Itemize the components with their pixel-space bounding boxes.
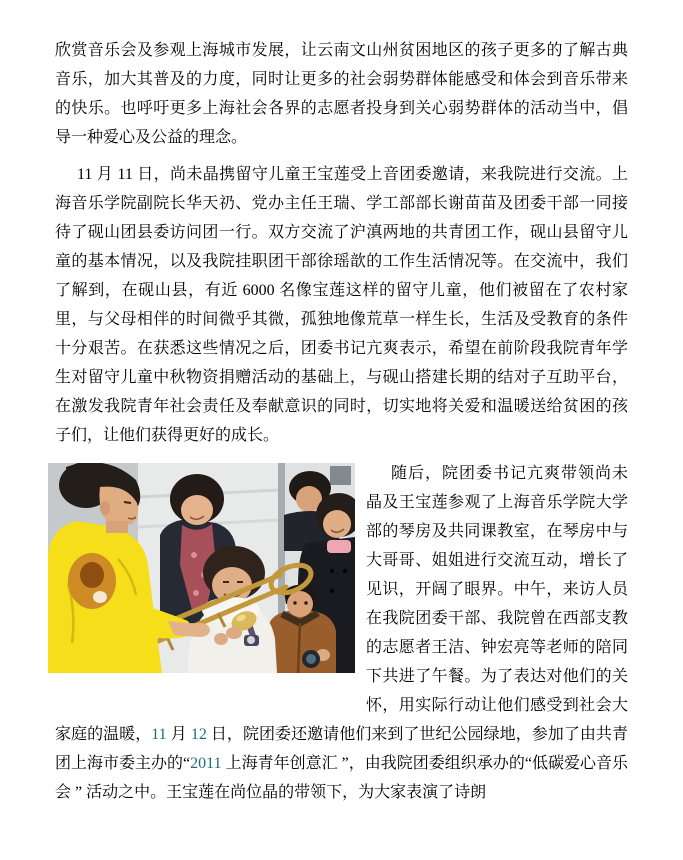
accent-text-segment: 2011 [190,755,222,772]
article-photo [48,463,355,673]
text-segment: 随后，院团委书记亢爽带领尚未晶及王宝莲参观了上海音乐学院大学部的琴房及共同课教室，在琴房中与大哥哥、姐姐进行交流互动，增长了见识，开阔了眼界。中午，来访人员在我院团委干部、我院曾在西部支教的志愿者王洁、钟宏亮等老师的陪同下共进了午餐。为了表达对他们的关怀，用实际行动让他们感受到社会大家庭的温暖， [55,465,628,743]
accent-text-segment: 11 [151,726,167,743]
text-segment: 月 [166,726,191,743]
text-segment: 上海青年创意汇 ”，由我院团委组织承办的“低碳爱心音乐会 ” 活动之中。王宝莲在尚位晶的带领下，为大家表演了诗朗 [55,755,628,801]
accent-text-segment: 12 [190,726,207,743]
paragraph-1: 欣赏音乐会及参观上海城市发展，让云南文山州贫困地区的孩子更多的了解古典音乐，加大其普及的力度，同时让更多的社会弱势群体能感受和体会到音乐带来的快乐。也呼吁更多上海社会各界的志愿者投身到关心弱势群体的活动当中，倡导一种爱心及公益的理念。 [55,42,628,146]
paragraph-2: 11 月 11 日，尚未晶携留守儿童王宝莲受上音团委邀请，来我院进行交流。上海音乐学院副院长华天礽、党办主任王瑞、学工部部长谢苗苗及团委干部一同接待了砚山团县委访问团一行。双方交流了沪滇两地的共青团工作，砚山县留守儿童的基本情况，以及我院挂职团干部徐瑶歆的工作生活情况等。在交流中，我们了解到，在砚山县，有近 6000 名像宝莲这样的留守儿童，他们被留在了农村家里，与父母相伴的时间微乎其微，孤独地像荒草一样生长，生活及受教育的条件十分艰苦。在获悉这些情况之后，团委书记亢爽表示，希望在前阶段我院青年学生对留守儿童中秋物资捐赠活动的基础上，与砚山搭建长期的结对子互助平台，在激发我院青年社会责任及奉献意识的同时，切实地将关爱和温暖送给贫困的孩子们，让他们获得更好的成长。 [55,166,628,444]
paragraph-3 [55,459,628,807]
text-segment: 日，院团委还邀请他们来到了世纪公园绿地，参加了由共青团上海市委主办的“ [55,726,628,772]
trombone-photo-illustration [48,463,355,673]
